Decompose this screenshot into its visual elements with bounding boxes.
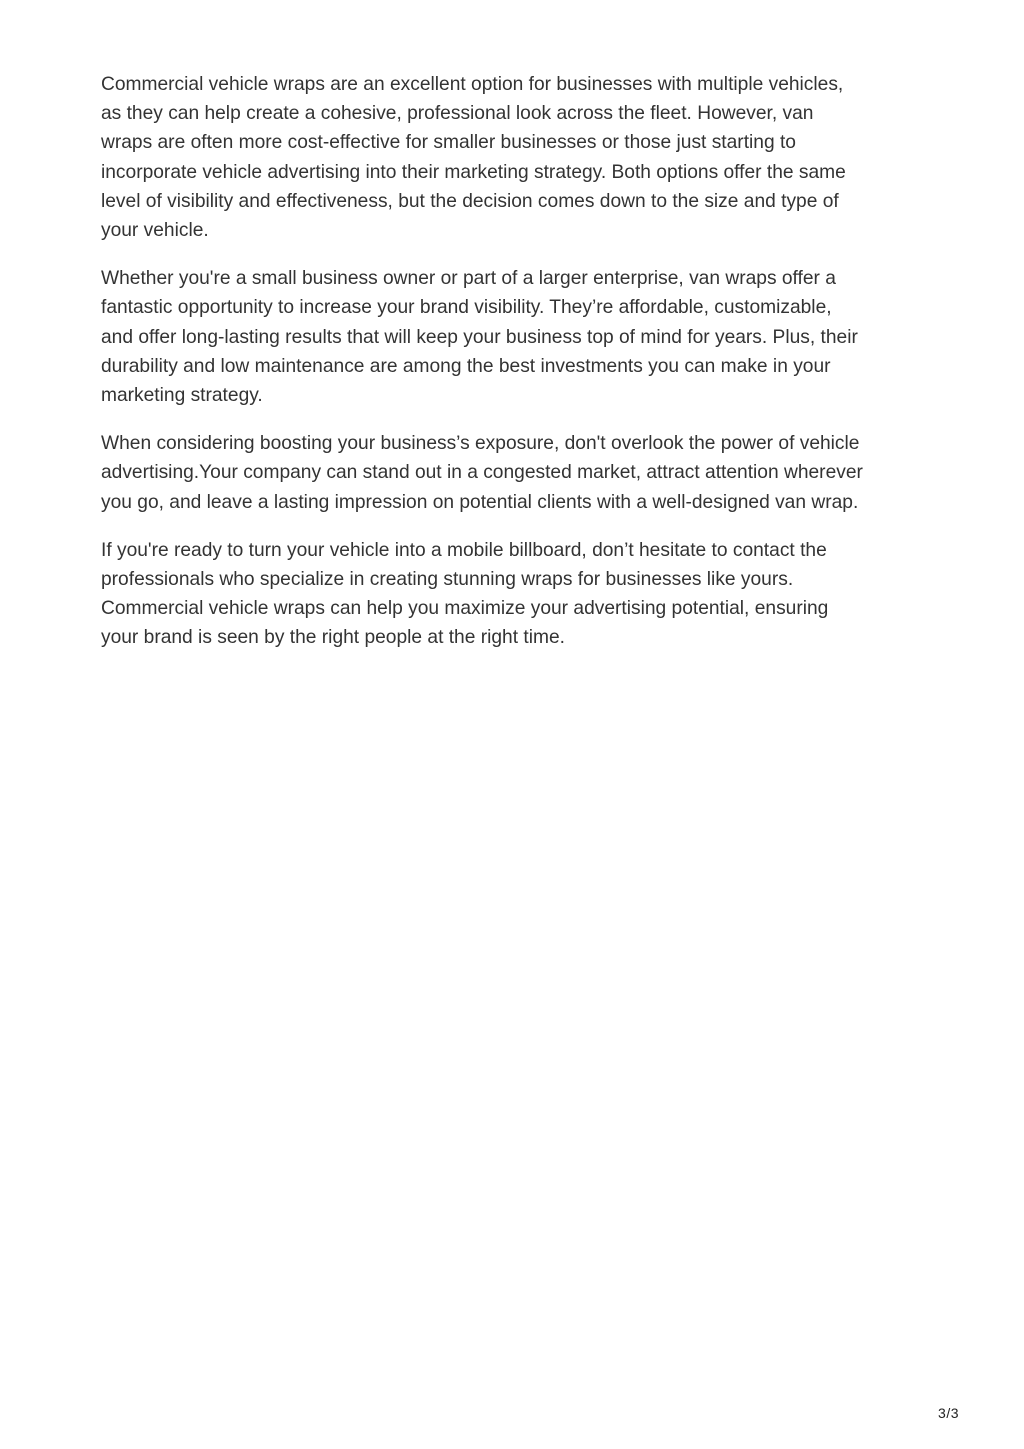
- text-line: Commercial vehicle wraps can help you maximize your advertising potential, ensuring: [101, 598, 829, 620]
- text-line: you go, and leave a lasting impression on potential clients with a well-designed van wrap.: [101, 491, 859, 513]
- text-line: Commercial vehicle wraps are an excellent option for businesses with multiple vehicles,: [101, 74, 844, 95]
- text-line: When considering boosting your business’s exposure, don't overlook the power of vehicle: [101, 433, 860, 455]
- text-line: your vehicle.: [101, 220, 209, 242]
- paragraph-fleet-vs-van-wraps: [101, 70, 931, 245]
- text-line: as they can help create a cohesive, professional look across the fleet. However, van: [101, 103, 814, 125]
- paragraph-call-to-action: [101, 536, 931, 653]
- text-line: advertising.Your company can stand out in a congested market, attract attention wherever: [101, 462, 863, 484]
- page-number: 3/3: [938, 1405, 959, 1421]
- text-line: and offer long-lasting results that will keep your business top of mind for years. Plus, their: [101, 326, 858, 348]
- paragraph-vehicle-advertising: [101, 429, 931, 517]
- text-line: professionals who specialize in creating stunning wraps for businesses like yours.: [101, 569, 794, 591]
- text-line: your brand is seen by the right people at the right time.: [101, 627, 565, 649]
- text-line: If you're ready to turn your vehicle into a mobile billboard, don’t hesitate to contact the: [101, 539, 827, 561]
- text-line: wraps are often more cost-effective for smaller businesses or those just starting to: [101, 132, 796, 154]
- document-body: [101, 70, 931, 672]
- text-line: fantastic opportunity to increase your brand visibility. They’re affordable, customizable,: [101, 297, 832, 319]
- text-line: incorporate vehicle advertising into their marketing strategy. Both options offer the same: [101, 161, 846, 183]
- text-line: Whether you're a small business owner or part of a larger enterprise, van wraps offer a: [101, 268, 836, 290]
- text-line: marketing strategy.: [101, 385, 263, 407]
- text-line: level of visibility and effectiveness, but the decision comes down to the size and type of: [101, 190, 839, 212]
- text-line: durability and low maintenance are among the best investments you can make in your: [101, 355, 831, 377]
- paragraph-brand-visibility: [101, 264, 931, 410]
